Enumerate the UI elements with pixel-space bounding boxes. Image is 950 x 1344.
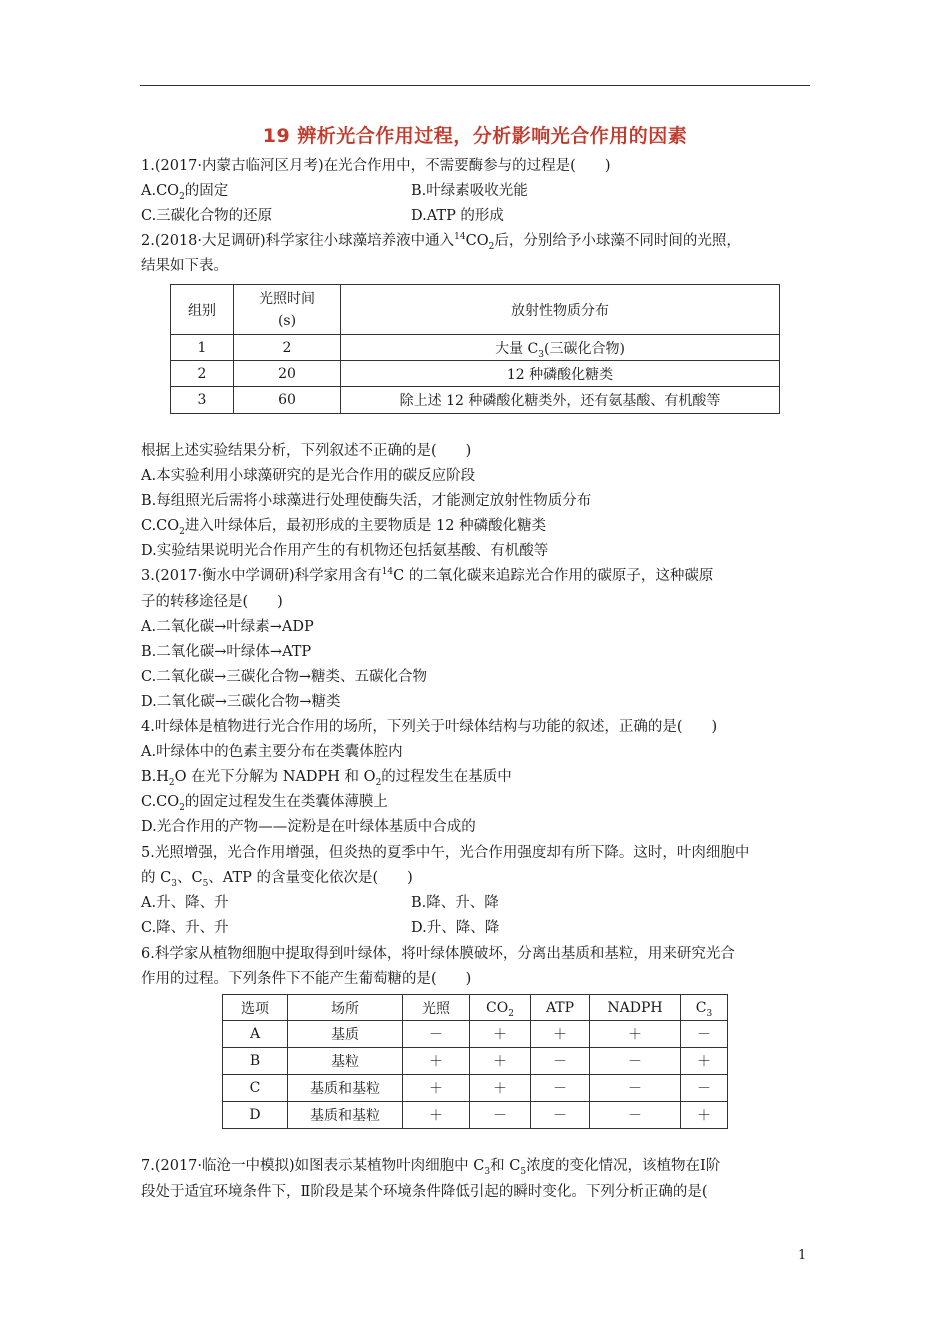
- q6-header-atp: ATP: [531, 995, 590, 1021]
- q7-stem-line2: 段处于适宜环境条件下，Ⅱ阶段是某个环境条件降低引起的瞬时变化。下列分析正确的是(: [141, 1184, 708, 1200]
- q6-header-co2: $CO_2$: [470, 995, 531, 1021]
- header-rule: [140, 85, 810, 86]
- q6-header-light: 光照: [403, 995, 470, 1021]
- q1-option-b: B.叶绿素吸收光能: [411, 183, 528, 199]
- q4-option-d: D.光合作用的产物——淀粉是在叶绿体基质中合成的: [141, 819, 476, 835]
- q6-header-nadph: NADPH: [590, 995, 681, 1021]
- q2-cell-distribution: 12 种磷酸化糖类: [341, 361, 780, 387]
- q2-cell-time: 60: [234, 387, 341, 414]
- q6-cell: －: [470, 1102, 531, 1129]
- q2-cell-distribution: 大量 $C_3$(三碳化合物): [341, 335, 780, 361]
- q6-table: [222, 994, 728, 1129]
- q5-option-d: D.升、降、降: [411, 920, 500, 936]
- q3-stem-line1: 3.(2017·衡水中学调研)科学家用含有$^{14}$C 的二氧化碳来追踪光合作用的碳原子，这种碳原: [141, 567, 714, 584]
- q2-table: [170, 284, 780, 414]
- q6-cell: －: [681, 1075, 728, 1102]
- q6-cell: －: [403, 1021, 470, 1048]
- q1-option-c: C.三碳化合物的还原: [141, 208, 273, 224]
- q3-option-a: A.二氧化碳→叶绿素→ADP: [141, 619, 314, 635]
- q4-option-a: A.叶绿体中的色素主要分布在类囊体腔内: [141, 744, 403, 760]
- q5-option-a: A.升、降、升: [141, 895, 229, 911]
- q6-cell: －: [531, 1048, 590, 1075]
- q2-ask: 根据上述实验结果分析，下列叙述不正确的是( ): [141, 443, 472, 459]
- q5-stem-line2: 的 $C_3$、$C_5$、ATP 的含量变化依次是( ): [141, 870, 413, 889]
- q6-cell: 基质: [288, 1021, 403, 1048]
- q6-cell: B: [223, 1048, 288, 1075]
- q6-header-place: 场所: [288, 995, 403, 1021]
- q6-cell: D: [223, 1102, 288, 1129]
- q2-header-time: 光照时间 (s): [234, 285, 341, 335]
- q6-header-option: 选项: [223, 995, 288, 1021]
- q2-header-group: 组别: [171, 285, 234, 335]
- q6-cell: C: [223, 1075, 288, 1102]
- q6-cell: －: [590, 1075, 681, 1102]
- q6-cell: －: [590, 1048, 681, 1075]
- q2-stem-line1: 2.(2018·大足调研)科学家往小球藻培养液中通入$^{14}CO_2$后，分别给予小球藻不同时间的光照，: [141, 232, 741, 252]
- q6-cell: ＋: [681, 1102, 728, 1129]
- q4-option-b: $B.H_2O$ 在光下分解为 NADPH 和 $O_2$的过程发生在基质中: [141, 769, 512, 788]
- q2-cell-time: 20: [234, 361, 341, 387]
- q6-cell: ＋: [403, 1048, 470, 1075]
- q6-cell: －: [531, 1075, 590, 1102]
- q4-stem: 4.叶绿体是植物进行光合作用的场所，下列关于叶绿体结构与功能的叙述，正确的是( ): [141, 719, 718, 735]
- q2-cell-time: 2: [234, 335, 341, 361]
- q1-option-d: D.ATP 的形成: [411, 208, 504, 224]
- q3-option-d: D.二氧化碳→三碳化合物→糖类: [141, 694, 341, 710]
- q6-header-c3: $C_3$: [681, 995, 728, 1021]
- q2-cell-distribution: 除上述 12 种磷酸化糖类外，还有氨基酸、有机酸等: [341, 387, 780, 414]
- q6-cell: －: [681, 1021, 728, 1048]
- q2-cell-group: 1: [171, 335, 234, 361]
- q6-stem-line2: 作用的过程。下列条件下不能产生葡萄糖的是( ): [141, 971, 472, 987]
- q6-cell: A: [223, 1021, 288, 1048]
- q5-option-b: B.降、升、降: [411, 895, 499, 911]
- q3-stem-line2: 子的转移途径是( ): [141, 594, 283, 610]
- q2-cell-group: 3: [171, 387, 234, 414]
- q6-cell: ＋: [681, 1048, 728, 1075]
- q6-cell: 基质和基粒: [288, 1102, 403, 1129]
- q2-option-d: D.实验结果说明光合作用产生的有机物还包括氨基酸、有机酸等: [141, 543, 549, 559]
- q2-cell-group: 2: [171, 361, 234, 387]
- q6-cell: ＋: [470, 1075, 531, 1102]
- q2-option-c: $C.CO_2$进入叶绿体后，最初形成的主要物质是 12 种磷酸化糖类: [141, 518, 547, 537]
- q2-option-a: A.本实验利用小球藻研究的是光合作用的碳反应阶段: [141, 468, 476, 484]
- page-title: 19 辨析光合作用过程，分析影响光合作用的因素: [262, 125, 688, 147]
- q6-cell: ＋: [590, 1021, 681, 1048]
- q2-stem-line2: 结果如下表。: [141, 258, 228, 274]
- q5-stem-line1: 5.光照增强，光合作用增强，但炎热的夏季中午，光合作用强度却有所下降。这时，叶肉细胞中: [141, 845, 750, 861]
- q6-cell: ＋: [403, 1075, 470, 1102]
- q4-option-c: $C.CO_2$的固定过程发生在类囊体薄膜上: [141, 794, 388, 813]
- q6-cell: 基质和基粒: [288, 1075, 403, 1102]
- q3-option-b: B.二氧化碳→叶绿体→ATP: [141, 644, 312, 660]
- q6-cell: ＋: [531, 1021, 590, 1048]
- q6-cell: 基粒: [288, 1048, 403, 1075]
- q1-stem: 1.(2017·内蒙古临河区月考)在光合作用中，不需要酶参与的过程是( ): [141, 158, 611, 174]
- q2-header-distribution: 放射性物质分布: [341, 285, 780, 335]
- q5-option-c: C.降、升、升: [141, 920, 229, 936]
- q6-cell: －: [590, 1102, 681, 1129]
- q1-option-a: $A.CO_2$的固定: [141, 183, 229, 202]
- q2-option-b: B.每组照光后需将小球藻进行处理使酶失活，才能测定放射性物质分布: [141, 493, 592, 509]
- q6-stem-line1: 6.科学家从植物细胞中提取得到叶绿体，将叶绿体膜破坏，分离出基质和基粒，用来研究光合: [141, 946, 735, 962]
- q6-cell: ＋: [470, 1048, 531, 1075]
- q6-cell: ＋: [403, 1102, 470, 1129]
- q7-stem-line1: 7.(2017·临沧一中模拟)如图表示某植物叶肉细胞中 $C_3$和 $C_5$浓度的变化情况，该植物在Ⅰ阶: [141, 1158, 721, 1177]
- q6-cell: －: [531, 1102, 590, 1129]
- page-number: 1: [798, 1248, 807, 1263]
- q6-cell: ＋: [470, 1021, 531, 1048]
- q3-option-c: C.二氧化碳→三碳化合物→糖类、五碳化合物: [141, 669, 427, 685]
